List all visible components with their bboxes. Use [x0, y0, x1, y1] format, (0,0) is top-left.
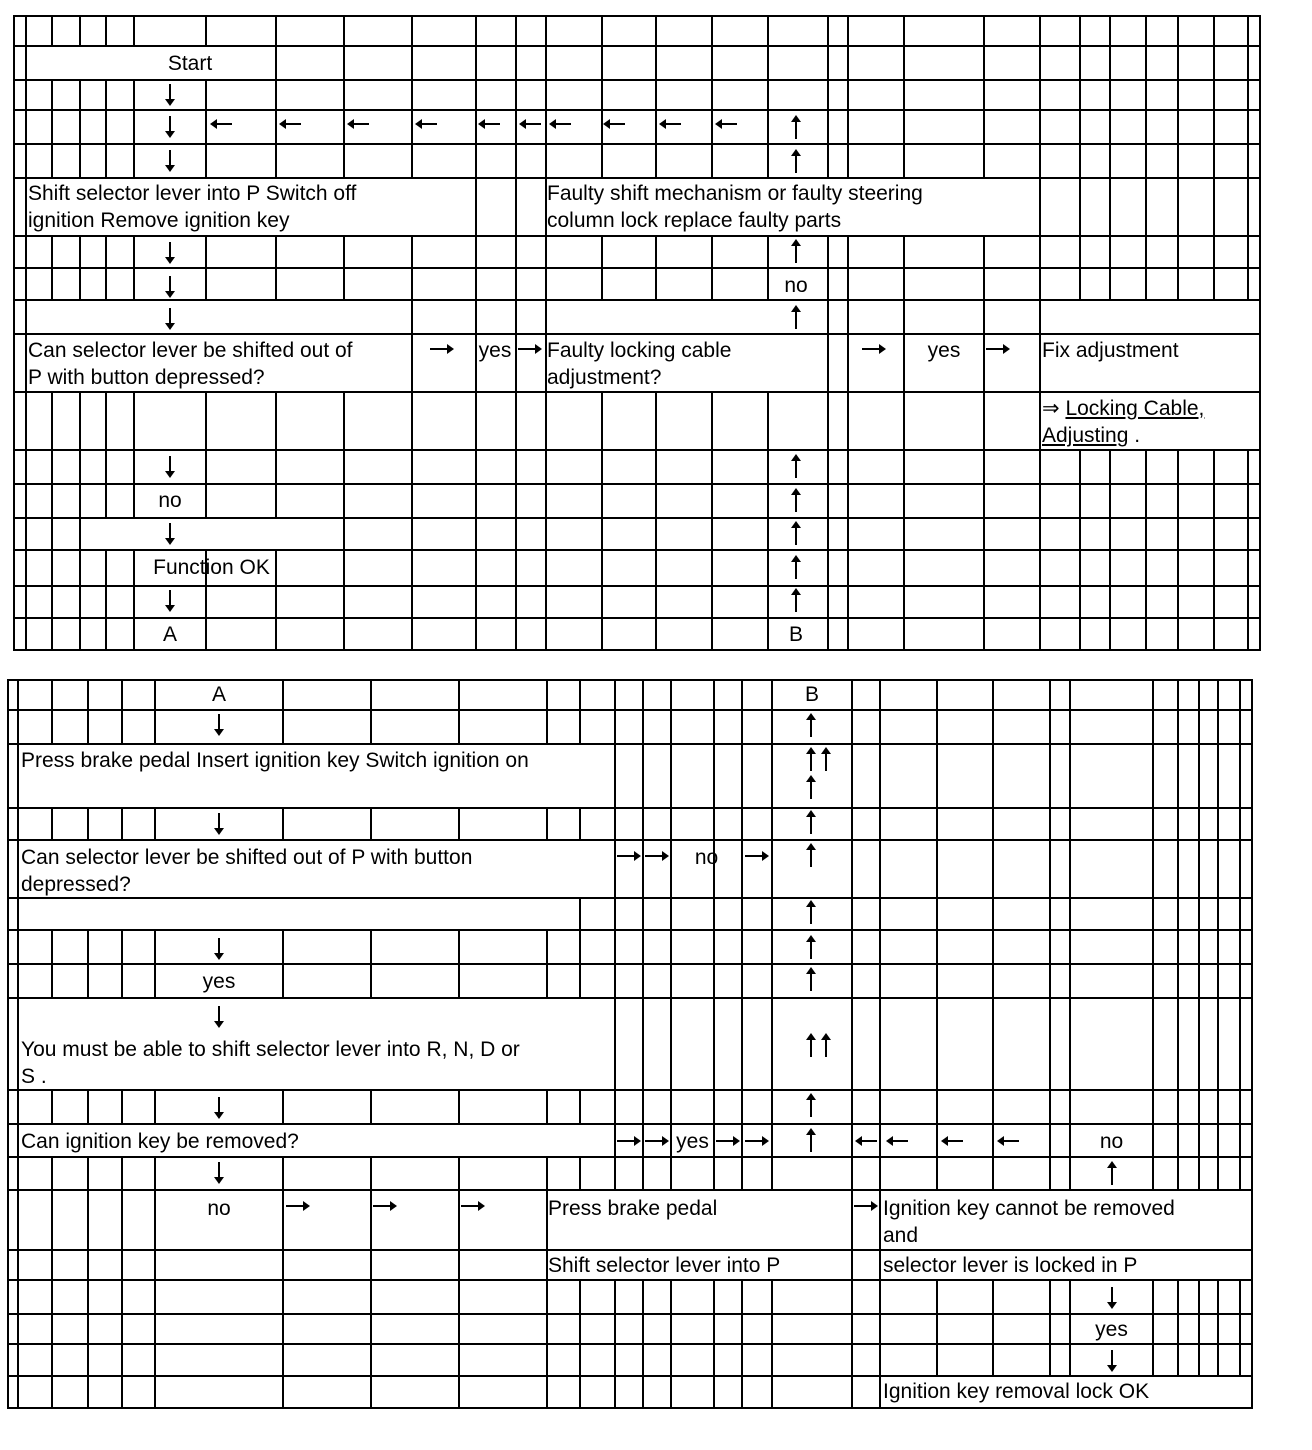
connector-a-label: A — [162, 623, 177, 646]
can-shift-out-of-p-question: Can selector lever be shifted out of P with button depressed? — [21, 846, 473, 896]
adjusting-link[interactable]: Adjusting — [1042, 424, 1129, 447]
left-arrow-icon — [415, 119, 437, 129]
right-arrow-icon — [617, 851, 641, 861]
yes-label-2: yes — [676, 1130, 709, 1153]
right-arrow-icon — [461, 1201, 485, 1211]
up-arrow-icon — [791, 305, 801, 329]
can-remove-key-question: Can ignition key be removed? — [21, 1130, 299, 1153]
left-arrow-icon — [549, 119, 571, 129]
up-arrow-icon — [806, 900, 816, 924]
must-shift-statement: You must be able to shift selector lever into R, N, D or S . — [21, 1038, 520, 1088]
down-arrow-icon — [214, 813, 224, 835]
up-arrow-icon — [806, 713, 816, 737]
faulty-shift-mechanism-step: Faulty shift mechanism or faulty steering column lock replace faulty parts — [547, 182, 923, 232]
down-arrow-icon — [165, 590, 175, 612]
up-arrow-icon — [806, 1033, 816, 1057]
down-arrow-icon — [214, 714, 224, 736]
shift-into-p-step: Shift selector lever into P — [548, 1254, 781, 1277]
up-arrow-icon — [806, 843, 816, 867]
right-arrow-icon — [716, 1136, 740, 1146]
press-brake-pedal-step: Press brake pedal — [548, 1197, 718, 1220]
no-label-1: no — [694, 846, 719, 869]
left-arrow-icon — [519, 119, 541, 129]
right-arrow-icon — [862, 344, 886, 354]
flowchart-part-a — [0, 0, 1312, 660]
right-arrow-icon — [617, 1136, 641, 1146]
locking-cable-link-block: ⇒ Locking Cable, Adjusting . — [1042, 397, 1205, 447]
down-arrow-icon — [165, 456, 175, 478]
up-arrow-icon — [821, 1033, 831, 1057]
left-arrow-icon — [941, 1136, 963, 1146]
up-arrow-icon — [806, 967, 816, 991]
key-cannot-be-removed-step: Ignition key cannot be removed and — [883, 1197, 1175, 1247]
yes-label-1: yes — [478, 339, 512, 362]
left-arrow-icon — [603, 119, 625, 129]
right-arrow-icon — [518, 344, 542, 354]
up-arrow-icon — [806, 1093, 816, 1117]
can-shift-question: Can selector lever be shifted out of P with button depressed? — [28, 339, 353, 389]
down-arrow-icon — [214, 1006, 224, 1028]
yes-label-2: yes — [927, 339, 961, 362]
no-label-lower: no — [158, 489, 182, 512]
up-arrow-icon — [806, 810, 816, 834]
up-arrow-icon — [791, 521, 801, 545]
connector-a-label: A — [211, 683, 226, 706]
right-arrow-icon — [430, 344, 454, 354]
connector-b-label: B — [804, 683, 819, 706]
connector-b-label: B — [788, 623, 803, 646]
up-arrow-icon — [806, 775, 816, 799]
up-arrow-icon — [791, 239, 801, 263]
right-arrow-icon — [286, 1201, 310, 1211]
left-arrow-icon — [886, 1136, 908, 1146]
down-arrow-icon — [165, 84, 175, 106]
down-arrow-icon — [214, 1162, 224, 1184]
left-arrow-icon — [997, 1136, 1019, 1146]
left-arrow-icon — [279, 119, 301, 129]
up-arrow-icon — [806, 935, 816, 959]
locking-cable-link[interactable]: Locking Cable, — [1065, 397, 1205, 420]
up-arrow-icon — [821, 747, 831, 771]
right-arrow-icon — [745, 851, 769, 861]
up-arrow-icon — [791, 149, 801, 173]
up-arrow-icon — [806, 747, 816, 771]
locked-in-p-step: selector lever is locked in P — [883, 1254, 1138, 1277]
down-arrow-icon — [1107, 1287, 1117, 1309]
down-arrow-icon — [214, 938, 224, 960]
up-arrow-icon — [806, 1128, 816, 1152]
down-arrow-icon — [165, 523, 175, 545]
left-arrow-icon — [347, 119, 369, 129]
fix-adjustment-step: Fix adjustment — [1042, 339, 1179, 362]
up-arrow-icon — [791, 115, 801, 139]
down-arrow-icon — [165, 276, 175, 298]
left-arrow-icon — [210, 119, 232, 129]
up-arrow-icon — [791, 588, 801, 612]
no-label-2: no — [207, 1197, 231, 1220]
yes-label-3: yes — [1095, 1318, 1128, 1341]
shift-into-p-step: Shift selector lever into P Switch off ignition Remove ignition key — [28, 182, 357, 232]
yes-label-1: yes — [202, 970, 236, 993]
right-arrow-icon — [854, 1201, 878, 1211]
down-arrow-icon — [1107, 1350, 1117, 1372]
link-arrow-icon: ⇒ — [1042, 397, 1060, 420]
press-brake-insert-key-step: Press brake pedal Insert ignition key Switch ignition on — [21, 749, 529, 772]
no-label-right: no — [1099, 1130, 1124, 1153]
left-arrow-icon — [855, 1136, 877, 1146]
up-arrow-icon — [791, 555, 801, 579]
faulty-locking-cable-question: Faulty locking cable adjustment? — [547, 339, 732, 389]
down-arrow-icon — [165, 150, 175, 172]
down-arrow-icon — [214, 1097, 224, 1119]
down-arrow-icon — [165, 308, 175, 330]
right-arrow-icon — [645, 851, 669, 861]
right-arrow-icon — [745, 1136, 769, 1146]
left-arrow-icon — [715, 119, 737, 129]
right-arrow-icon — [986, 344, 1010, 354]
up-arrow-icon — [1107, 1161, 1117, 1185]
no-label-upper: no — [784, 274, 808, 297]
up-arrow-icon — [791, 488, 801, 512]
left-arrow-icon — [659, 119, 681, 129]
right-arrow-icon — [373, 1201, 397, 1211]
down-arrow-icon — [165, 242, 175, 264]
function-ok-label: Function OK — [153, 556, 270, 579]
right-arrow-icon — [645, 1136, 669, 1146]
down-arrow-icon — [165, 116, 175, 138]
removal-lock-ok-result: Ignition key removal lock OK — [883, 1380, 1150, 1403]
left-arrow-icon — [478, 119, 500, 129]
flowchart-part-b — [0, 660, 1312, 1450]
start-label: Start — [167, 52, 213, 75]
up-arrow-icon — [791, 454, 801, 478]
